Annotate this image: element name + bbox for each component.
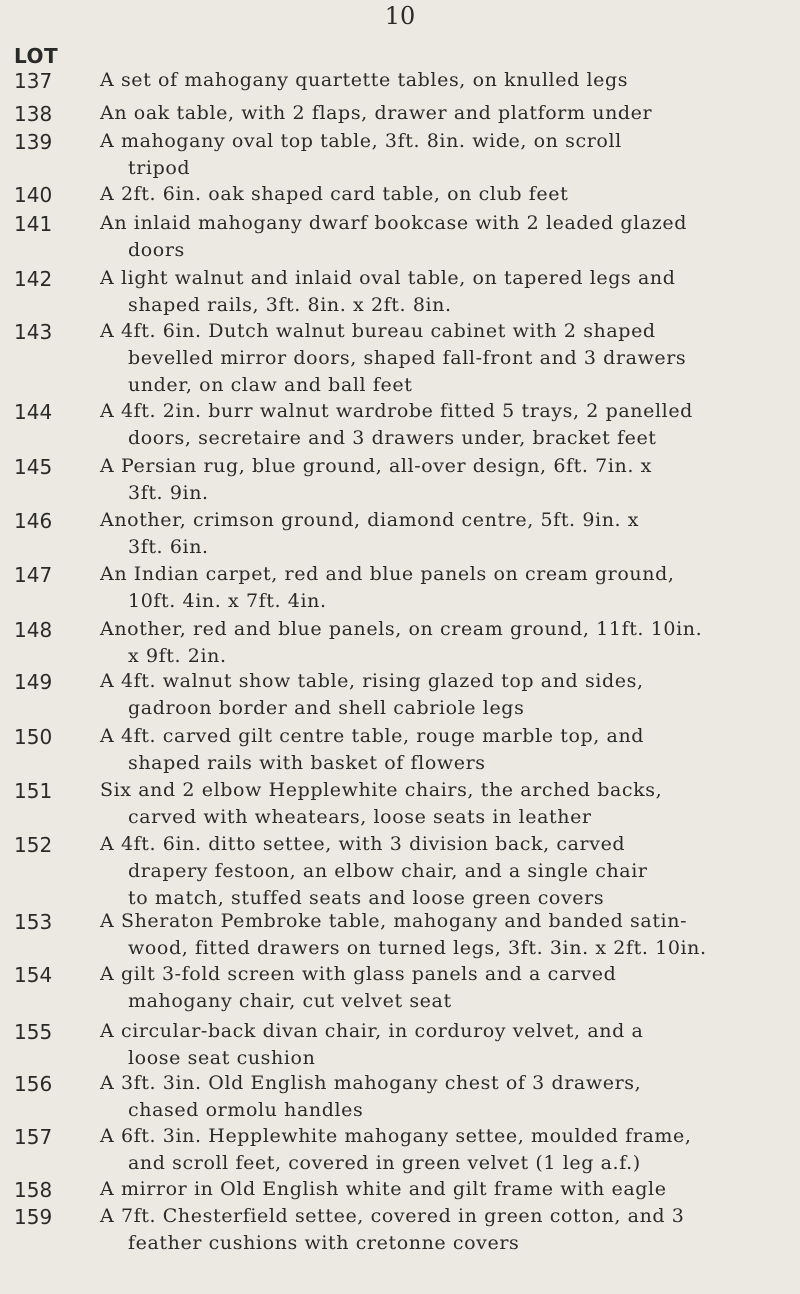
lot-description-line: loose seat cushion [128,1047,316,1069]
lot-description-line: 10ft. 4in. x 7ft. 4in. [128,590,327,612]
lot-description-line: A 3ft. 3in. Old English mahogany chest of 3 drawers, [100,1072,642,1094]
lot-number: 147 [14,563,53,587]
lot-number: 155 [14,1020,53,1044]
lot-description-line: Another, crimson ground, diamond centre, 5ft. 9in. x [100,509,640,531]
lot-description [100,453,760,507]
lot-number: 141 [14,212,53,236]
lot-description-line: A mahogany oval top table, 3ft. 8in. wide, on scroll [100,130,622,152]
lot-number: 145 [14,455,53,479]
lot-description [100,831,760,912]
lot-description-line: A 4ft. 6in. Dutch walnut bureau cabinet with 2 shaped [100,320,656,342]
lot-description-line: A set of mahogany quartette tables, on knulled legs [100,69,629,91]
lot-description [100,1018,760,1072]
lot-description-line: to match, stuffed seats and loose green covers [128,887,605,909]
lot-description-line: chased ormolu handles [128,1099,364,1121]
lot-description-line: An oak table, with 2 flaps, drawer and platform under [100,102,653,124]
lot-description-line: shaped rails, 3ft. 8in. x 2ft. 8in. [128,294,452,316]
lot-number: 153 [14,910,53,934]
lot-description [100,1123,760,1177]
lot-description-line: A gilt 3-fold screen with glass panels and a carved [100,963,617,985]
lot-description-line: and scroll feet, covered in green velvet (1 leg a.f.) [128,1152,641,1174]
lot-number: 137 [14,69,53,93]
lot-number: 148 [14,618,53,642]
lot-description-line: A 7ft. Chesterfield settee, covered in green cotton, and 3 [100,1205,685,1227]
lot-description [100,908,760,962]
lot-number: 154 [14,963,53,987]
lot-description [100,100,760,127]
lot-description-line: An inlaid mahogany dwarf bookcase with 2 leaded glazed [100,212,687,234]
lot-number: 158 [14,1178,53,1202]
lot-description-line: A 6ft. 3in. Hepplewhite mahogany settee, moulded frame, [100,1125,692,1147]
lot-description [100,1070,760,1124]
lot-description-line: x 9ft. 2in. [128,645,227,667]
lot-description-line: doors, secretaire and 3 drawers under, bracket feet [128,427,657,449]
lot-description [100,507,760,561]
lot-number: 144 [14,400,53,424]
lot-description [100,1203,760,1257]
lot-description-line: carved with wheatears, loose seats in leather [128,806,592,828]
lot-description-line: Six and 2 elbow Hepplewhite chairs, the arched backs, [100,779,663,801]
lot-description [100,561,760,615]
lot-description-line: 3ft. 6in. [128,536,209,558]
lot-description [100,181,760,208]
lot-column-header: LOT [14,44,59,68]
lot-description-line: under, on claw and ball feet [128,374,413,396]
lot-description [100,1176,760,1203]
lot-description-line: Another, red and blue panels, on cream ground, 11ft. 10in. [100,618,703,640]
lot-number: 152 [14,833,53,857]
lot-description-line: drapery festoon, an elbow chair, and a single chair [128,860,648,882]
lot-description-line: An Indian carpet, red and blue panels on cream ground, [100,563,675,585]
lot-description [100,961,760,1015]
lot-number: 157 [14,1125,53,1149]
lot-description-line: A Persian rug, blue ground, all-over design, 6ft. 7in. x [100,455,652,477]
lot-description [100,723,760,777]
lot-number: 146 [14,509,53,533]
lot-description [100,265,760,319]
lot-description-line: A 4ft. walnut show table, rising glazed top and sides, [100,670,644,692]
lot-description-line: doors [128,239,185,261]
lot-number: 142 [14,267,53,291]
lot-number: 143 [14,320,53,344]
lot-number: 150 [14,725,53,749]
lot-description-line: A 4ft. carved gilt centre table, rouge marble top, and [100,725,645,747]
lot-description-line: wood, fitted drawers on turned legs, 3ft. 3in. x 2ft. 10in. [128,937,707,959]
lot-description [100,210,760,264]
lot-description-line: bevelled mirror doors, shaped fall-front and 3 drawers [128,347,687,369]
lot-number: 159 [14,1205,53,1229]
lot-description-line: feather cushions with cretonne covers [128,1232,520,1254]
lot-description [100,398,760,452]
lot-description [100,67,760,94]
lot-description-line: tripod [128,157,191,179]
lot-number: 151 [14,779,53,803]
lot-description-line: shaped rails with basket of flowers [128,752,486,774]
lot-description-line: A circular-back divan chair, in corduroy velvet, and a [100,1020,644,1042]
lot-description-line: A 4ft. 6in. ditto settee, with 3 division back, carved [100,833,626,855]
lot-description-line: A Sheraton Pembroke table, mahogany and banded satin- [100,910,688,932]
lot-description-line: A mirror in Old English white and gilt frame with eagle [100,1178,667,1200]
lot-description-line: A 4ft. 2in. burr walnut wardrobe fitted 5 trays, 2 panelled [100,400,693,422]
lot-description [100,777,760,831]
lot-number: 156 [14,1072,53,1096]
lot-number: 140 [14,183,53,207]
lot-description-line: gadroon border and shell cabriole legs [128,697,525,719]
lot-description-line: A 2ft. 6in. oak shaped card table, on club feet [100,183,569,205]
lot-number: 139 [14,130,53,154]
lot-description [100,668,760,722]
lot-description-line: mahogany chair, cut velvet seat [128,990,452,1012]
lot-description-line: 3ft. 9in. [128,482,209,504]
lot-number: 149 [14,670,53,694]
lot-description-line: A light walnut and inlaid oval table, on tapered legs and [100,267,676,289]
lot-description [100,318,760,399]
page-number: 10 [384,2,416,30]
lot-description [100,616,760,670]
lot-number: 138 [14,102,53,126]
lot-description [100,128,760,182]
